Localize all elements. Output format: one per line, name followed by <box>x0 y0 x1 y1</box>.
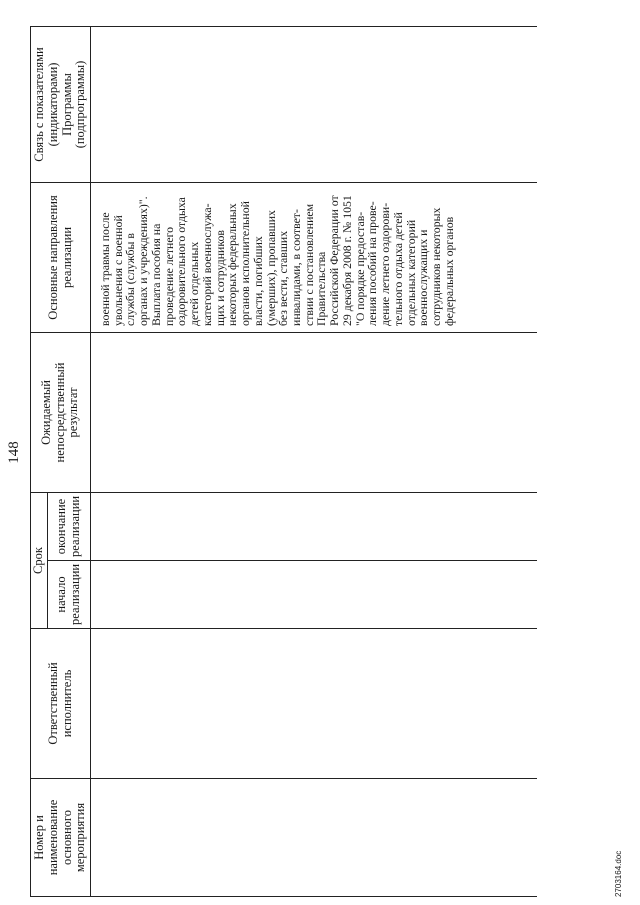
main-directions-line: ления пособий на прове- <box>365 201 380 326</box>
main-directions-line: оздоровительного отдыха <box>174 197 189 326</box>
page-number: 148 <box>6 441 22 464</box>
main-directions-line: инвалидами, в соответ- <box>289 209 304 326</box>
main-directions-line: органах и учреждениях)". <box>136 196 151 326</box>
main-directions-line: сотрудников некоторых <box>429 207 444 326</box>
main-directions-line: проведение летнего <box>161 226 176 326</box>
header-expected-result: Ожидаемый непосредственный результат <box>31 332 91 492</box>
main-directions-line: без вести, ставших <box>276 230 291 326</box>
cell-activity <box>91 779 538 897</box>
main-directions-line: военнослужащих и <box>416 229 431 326</box>
header-activity: Номер и наименование основного мероприятия <box>31 779 91 897</box>
main-directions-line: органов исполнительной <box>238 201 253 326</box>
footer-document-code: 2703164.doc <box>614 850 623 897</box>
header-executor: Ответственный исполнитель <box>31 629 91 779</box>
cell-term-start <box>91 561 538 629</box>
table-row <box>91 26 538 896</box>
main-directions-line: отдельных категорий <box>403 219 418 326</box>
main-directions-line: "О порядке предостав- <box>352 211 367 326</box>
main-directions-line: службы (службы в <box>123 233 138 326</box>
header-main-directions: Основные направления реализации <box>31 182 91 332</box>
main-directions-line: некоторых федеральных <box>225 203 240 326</box>
activity-table <box>30 26 537 897</box>
main-directions-line: военной травмы после <box>98 212 112 326</box>
main-directions-line: власти, погибших <box>250 236 265 326</box>
main-directions-line: категорий военнослужа- <box>199 203 214 326</box>
header-link-indicators: Связь с показателями (индикаторами) Программы (подпрограммы) <box>31 26 91 182</box>
main-directions-line: детей отдельных <box>187 241 202 326</box>
main-directions-line: 29 декабря 2008 г. № 1051 <box>339 195 354 326</box>
main-directions-line: дение летнего оздорови- <box>378 202 393 326</box>
cell-term-end <box>91 492 538 560</box>
main-directions-line: щих и сотрудников <box>212 230 227 326</box>
main-directions-line: (умерших), пропавших <box>263 210 278 326</box>
main-directions-line: увольнения с военной <box>110 215 125 326</box>
main-directions-line: ствии с постановлением <box>301 203 316 326</box>
cell-expected-result <box>91 332 538 492</box>
header-term-end: окончание реализации <box>47 492 90 560</box>
header-term: Срок <box>31 492 48 628</box>
cell-executor <box>91 629 538 779</box>
main-directions-line: тельного отдыха детей <box>390 212 405 326</box>
main-directions-line: Выплата пособия на <box>148 223 163 326</box>
cell-link-indicators <box>91 26 538 182</box>
cell-main-directions <box>91 182 538 332</box>
main-directions-line: федеральных органов <box>441 216 456 326</box>
main-directions-text <box>91 183 456 332</box>
main-directions-line: Правительства <box>314 251 329 326</box>
main-directions-line: Российской Федерации от <box>327 195 342 326</box>
header-term-start: начало реализации <box>47 561 90 629</box>
